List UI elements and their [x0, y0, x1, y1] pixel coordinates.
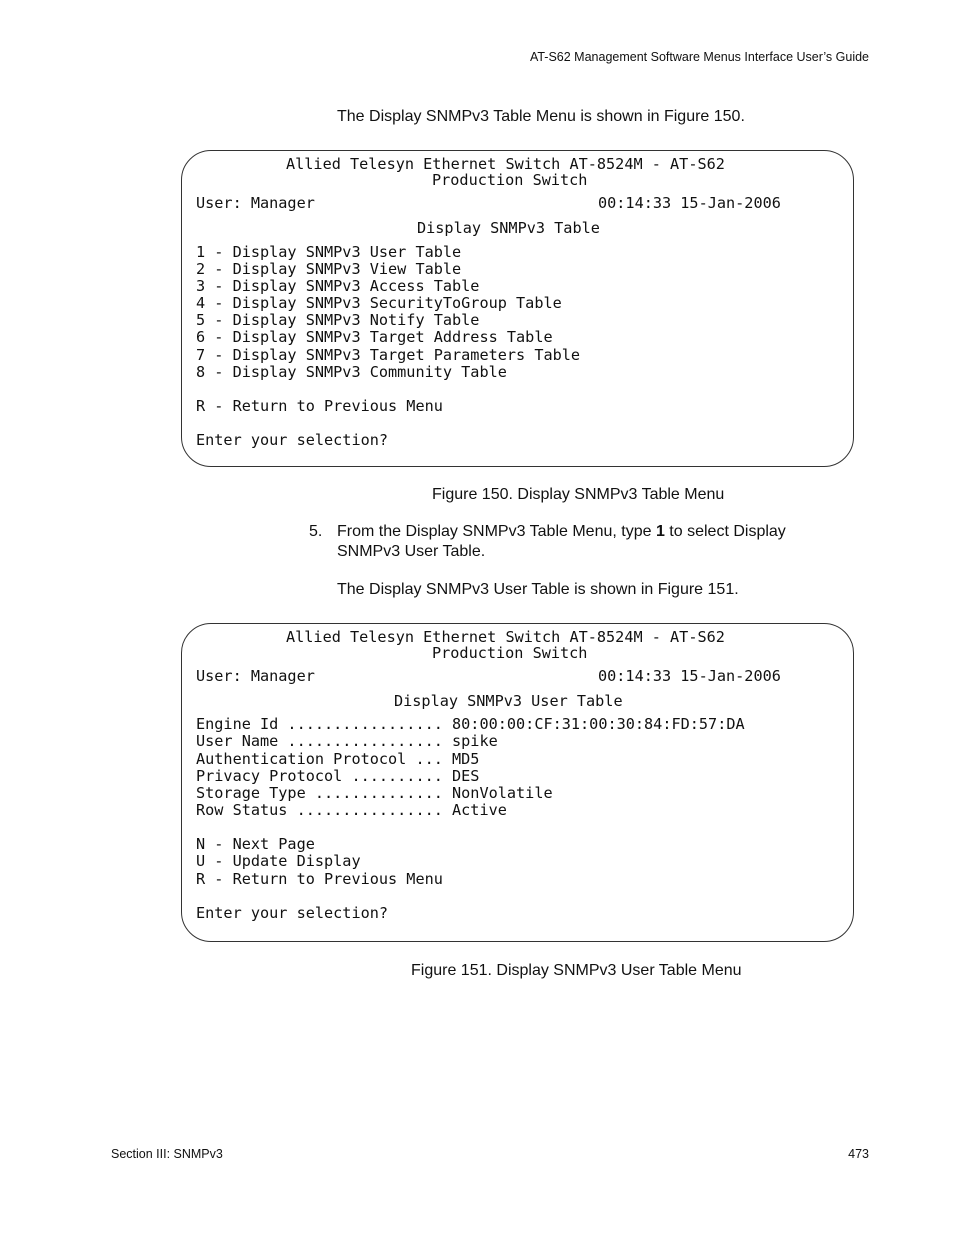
fig151-menu-title: Display SNMPv3 User Table: [394, 692, 623, 710]
step5-line2: SNMPv3 User Table.: [337, 543, 486, 560]
footer-page-number: 473: [848, 1147, 869, 1161]
fig150-menu-item: 1 - Display SNMPv3 User Table: [196, 243, 462, 261]
fig151-field-row: Row Status ................ Active: [196, 801, 507, 819]
fig151-field-row: Privacy Protocol .......... DES: [196, 767, 480, 785]
fig150-datetime: 00:14:33 15-Jan-2006: [598, 194, 781, 212]
fig151-title-line1: Allied Telesyn Ethernet Switch AT-8524M - AT-S62: [286, 628, 725, 646]
step-number: 5.: [309, 523, 323, 540]
fig151-field-row: Storage Type .............. NonVolatile: [196, 784, 553, 802]
fig151-prompt: Enter your selection?: [196, 904, 389, 922]
fig150-menu-item: 2 - Display SNMPv3 View Table: [196, 260, 462, 278]
fig150-title-line2: Production Switch: [432, 171, 588, 189]
figure150-caption: Figure 150. Display SNMPv3 Table Menu: [432, 486, 725, 503]
running-header: AT-S62 Management Software Menus Interface User’s Guide: [529, 50, 869, 64]
fig150-prompt: Enter your selection?: [196, 431, 389, 449]
fig150-menu-item: 3 - Display SNMPv3 Access Table: [196, 277, 480, 295]
fig150-menu-item: 8 - Display SNMPv3 Community Table: [196, 363, 507, 381]
fig150-return-option: R - Return to Previous Menu: [196, 397, 443, 415]
step5-line1: [337, 523, 786, 541]
fig151-option: N - Next Page: [196, 835, 315, 853]
fig150-menu-item: 4 - Display SNMPv3 SecurityToGroup Table: [196, 294, 562, 312]
fig150-menu-item: 6 - Display SNMPv3 Target Address Table: [196, 328, 553, 346]
fig151-field-row: User Name ................. spike: [196, 732, 498, 750]
figure150-intro: The Display SNMPv3 Table Menu is shown in Figure 150.: [337, 108, 745, 125]
fig150-menu-title: Display SNMPv3 Table: [417, 219, 600, 237]
footer-section: Section III: SNMPv3: [111, 1147, 223, 1161]
fig151-option: U - Update Display: [196, 852, 361, 870]
fig151-datetime: 00:14:33 15-Jan-2006: [598, 667, 781, 685]
fig151-title-line2: Production Switch: [432, 644, 588, 662]
fig150-title-line1: Allied Telesyn Ethernet Switch AT-8524M - AT-S62: [286, 155, 725, 173]
fig150-user: User: Manager: [196, 194, 315, 212]
fig151-field-row: Authentication Protocol ... MD5: [196, 750, 480, 768]
fig150-menu-item: 7 - Display SNMPv3 Target Parameters Table: [196, 346, 581, 364]
fig151-user: User: Manager: [196, 667, 315, 685]
step5-text-after: to select Display: [664, 523, 786, 540]
step5-text-before: From the Display SNMPv3 Table Menu, type: [337, 523, 656, 540]
fig151-option: R - Return to Previous Menu: [196, 870, 443, 888]
fig151-field-row: Engine Id ................. 80:00:00:CF:31:00:30:84:FD:57:DA: [196, 715, 745, 733]
figure151-intro: The Display SNMPv3 User Table is shown in Figure 151.: [337, 581, 739, 598]
step5-bold-key: 1: [655, 523, 665, 540]
figure151-caption: Figure 151. Display SNMPv3 User Table Menu: [411, 962, 742, 979]
fig150-menu-item: 5 - Display SNMPv3 Notify Table: [196, 311, 480, 329]
